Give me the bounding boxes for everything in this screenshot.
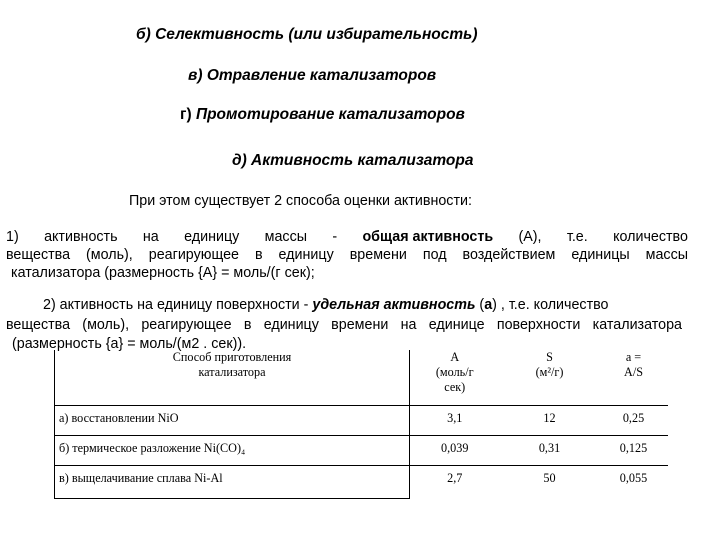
- cell-A: 0,039: [410, 436, 500, 466]
- heading-activity: д) Активность катализатора: [232, 152, 474, 169]
- cell-S: 12: [500, 406, 600, 436]
- intro-text: При этом существует 2 способа оценки активности:: [129, 193, 472, 209]
- table-row: [55, 406, 668, 436]
- header-A-line: сек): [444, 380, 466, 394]
- item1-word: (А),: [518, 229, 542, 245]
- heading-poisoning: в) Отравление катализаторов: [188, 67, 437, 84]
- cell-method: в) выщелачивание сплава Ni-Al: [55, 466, 410, 499]
- header-S-line: (м²/г): [535, 365, 564, 379]
- header-method-line: Способ приготовления: [172, 350, 292, 364]
- cell-S: 50: [500, 466, 600, 499]
- item2-text: (: [475, 297, 485, 313]
- header-S-line: S: [546, 350, 553, 364]
- header-S: [500, 350, 600, 406]
- header-a-line: а =: [625, 350, 642, 364]
- header-a-line: A/S: [624, 365, 643, 379]
- item2-line2: вещества (моль), реагирующее в единицу времени на единице поверхности катализатора: [6, 317, 682, 333]
- catalyst-table: [54, 350, 668, 499]
- cell-a: 0,125: [600, 436, 668, 466]
- table-row: [55, 466, 668, 499]
- item1-word: 1): [6, 229, 19, 245]
- heading-promotion-prefix: г): [180, 106, 192, 123]
- header-A-line: А: [450, 350, 460, 364]
- item1-word: т.е.: [566, 229, 588, 245]
- item2-symbol-a: а: [484, 297, 493, 313]
- header-A-line: (моль/г: [435, 365, 474, 379]
- item2-term-specific-activity: удельная активность: [312, 297, 476, 313]
- header-method: [55, 350, 410, 406]
- cell-S: 0,31: [500, 436, 600, 466]
- item1-word: активность: [44, 229, 118, 245]
- item1-word: массы: [264, 229, 307, 245]
- item1-word: -: [332, 229, 338, 245]
- cell-A: 2,7: [410, 466, 500, 499]
- header-a: [600, 350, 668, 406]
- item1-line2: вещества (моль), реагирующее в единицу времени под воздействием единицы массы: [6, 247, 688, 263]
- item2-line1: [43, 297, 609, 314]
- cell-A: 3,1: [410, 406, 500, 436]
- item1-word: количество: [613, 229, 688, 245]
- table-header-row: [55, 350, 668, 406]
- cell-a: 0,25: [600, 406, 668, 436]
- item1-term-total-activity: общая активность: [362, 229, 494, 245]
- cell-method: б) термическое разложение Ni(CO)₄: [55, 436, 410, 466]
- header-method-line: катализатора: [198, 365, 266, 379]
- item2-line3: (размерность {а} = моль/(м2 . сек)).: [12, 336, 247, 352]
- heading-selectivity: б) Селективность (или избирательность): [136, 26, 478, 43]
- cell-a: 0,055: [600, 466, 668, 499]
- heading-promotion-text: Промотирование катализаторов: [195, 106, 465, 123]
- item1-word: единицу: [184, 229, 240, 245]
- item1-word: на: [142, 229, 159, 245]
- item1-line1: [6, 229, 688, 246]
- cell-method: а) восстановлении NiO: [55, 406, 410, 436]
- header-A: [410, 350, 500, 406]
- table-row: [55, 436, 668, 466]
- item2-text: ) , т.е. количество: [492, 297, 609, 313]
- item1-line3: катализатора (размерность {А} = моль/(г сек);: [11, 265, 315, 281]
- item2-text: 2) активность на единицу поверхности -: [43, 297, 313, 313]
- heading-promotion: [180, 106, 465, 124]
